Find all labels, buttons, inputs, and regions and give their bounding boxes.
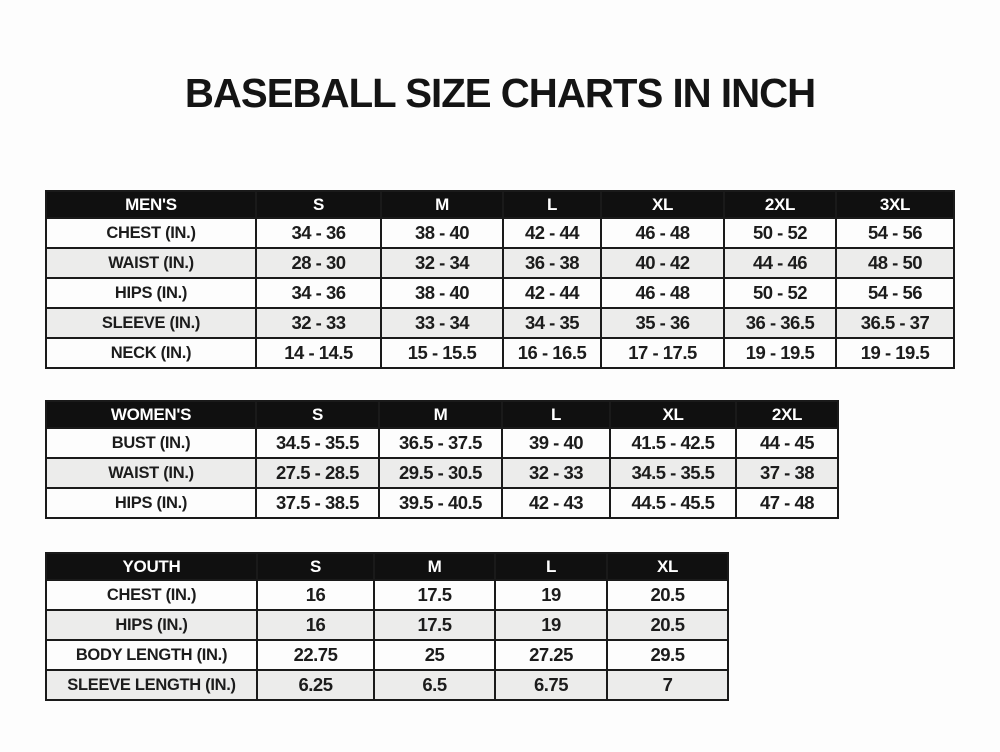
size-value-cell: 19 - 19.5 bbox=[836, 338, 954, 368]
size-value-cell: 6.75 bbox=[495, 670, 607, 700]
size-value-cell: 27.5 - 28.5 bbox=[256, 458, 379, 488]
size-value-cell: 34 - 35 bbox=[503, 308, 601, 338]
size-header-cell: M bbox=[381, 191, 503, 218]
size-value-cell: 38 - 40 bbox=[381, 278, 503, 308]
table-row bbox=[46, 610, 728, 640]
size-value-cell: 19 - 19.5 bbox=[724, 338, 836, 368]
size-value-cell: 36.5 - 37 bbox=[836, 308, 954, 338]
size-value-cell: 34.5 - 35.5 bbox=[610, 458, 736, 488]
size-value-cell: 34.5 - 35.5 bbox=[256, 428, 379, 458]
table-row bbox=[46, 640, 728, 670]
table-row bbox=[46, 218, 954, 248]
size-value-cell: 44 - 46 bbox=[724, 248, 836, 278]
size-header-cell: S bbox=[256, 401, 379, 428]
measurement-label: SLEEVE LENGTH (IN.) bbox=[46, 670, 257, 700]
size-value-cell: 50 - 52 bbox=[724, 278, 836, 308]
size-value-cell: 29.5 - 30.5 bbox=[379, 458, 502, 488]
size-header-cell: M bbox=[379, 401, 502, 428]
size-value-cell: 19 bbox=[495, 610, 607, 640]
measurement-label: WAIST (IN.) bbox=[46, 458, 256, 488]
size-value-cell: 35 - 36 bbox=[601, 308, 724, 338]
size-value-cell: 14 - 14.5 bbox=[256, 338, 381, 368]
mens-size-table bbox=[45, 190, 955, 369]
size-header-cell: 3XL bbox=[836, 191, 954, 218]
size-value-cell: 42 - 44 bbox=[503, 278, 601, 308]
size-header-cell: 2XL bbox=[724, 191, 836, 218]
size-value-cell: 22.75 bbox=[257, 640, 374, 670]
size-value-cell: 19 bbox=[495, 580, 607, 610]
size-value-cell: 54 - 56 bbox=[836, 278, 954, 308]
table-row bbox=[46, 458, 838, 488]
size-value-cell: 48 - 50 bbox=[836, 248, 954, 278]
table-row bbox=[46, 248, 954, 278]
size-value-cell: 39.5 - 40.5 bbox=[379, 488, 502, 518]
size-value-cell: 41.5 - 42.5 bbox=[610, 428, 736, 458]
measurement-label: WAIST (IN.) bbox=[46, 248, 256, 278]
size-value-cell: 20.5 bbox=[607, 580, 728, 610]
youth-table-title: YOUTH bbox=[46, 553, 257, 580]
size-value-cell: 46 - 48 bbox=[601, 278, 724, 308]
size-value-cell: 16 bbox=[257, 580, 374, 610]
measurement-label: HIPS (IN.) bbox=[46, 610, 257, 640]
size-value-cell: 17 - 17.5 bbox=[601, 338, 724, 368]
size-header-cell: M bbox=[374, 553, 495, 580]
size-value-cell: 37 - 38 bbox=[736, 458, 838, 488]
size-value-cell: 29.5 bbox=[607, 640, 728, 670]
measurement-label: HIPS (IN.) bbox=[46, 488, 256, 518]
size-value-cell: 50 - 52 bbox=[724, 218, 836, 248]
size-value-cell: 32 - 33 bbox=[256, 308, 381, 338]
size-value-cell: 34 - 36 bbox=[256, 278, 381, 308]
size-header-cell: XL bbox=[610, 401, 736, 428]
table-row bbox=[46, 488, 838, 518]
size-value-cell: 36 - 36.5 bbox=[724, 308, 836, 338]
size-value-cell: 42 - 43 bbox=[502, 488, 610, 518]
size-value-cell: 44 - 45 bbox=[736, 428, 838, 458]
table-row bbox=[46, 278, 954, 308]
size-value-cell: 42 - 44 bbox=[503, 218, 601, 248]
youth-header-row bbox=[46, 553, 728, 580]
size-value-cell: 39 - 40 bbox=[502, 428, 610, 458]
table-row bbox=[46, 338, 954, 368]
size-value-cell: 28 - 30 bbox=[256, 248, 381, 278]
size-value-cell: 15 - 15.5 bbox=[381, 338, 503, 368]
measurement-label: CHEST (IN.) bbox=[46, 218, 256, 248]
size-value-cell: 6.5 bbox=[374, 670, 495, 700]
size-value-cell: 36 - 38 bbox=[503, 248, 601, 278]
size-header-cell: L bbox=[503, 191, 601, 218]
page-title: BASEBALL SIZE CHARTS IN INCH bbox=[184, 70, 816, 116]
mens-header-row bbox=[46, 191, 954, 218]
measurement-label: NECK (IN.) bbox=[46, 338, 256, 368]
size-header-cell: XL bbox=[607, 553, 728, 580]
size-header-cell: XL bbox=[601, 191, 724, 218]
size-value-cell: 33 - 34 bbox=[381, 308, 503, 338]
size-header-cell: 2XL bbox=[736, 401, 838, 428]
youth-size-table bbox=[45, 552, 729, 701]
size-header-cell: S bbox=[257, 553, 374, 580]
measurement-label: BUST (IN.) bbox=[46, 428, 256, 458]
size-header-cell: L bbox=[495, 553, 607, 580]
table-row bbox=[46, 670, 728, 700]
size-value-cell: 40 - 42 bbox=[601, 248, 724, 278]
size-value-cell: 7 bbox=[607, 670, 728, 700]
size-value-cell: 17.5 bbox=[374, 580, 495, 610]
table-row bbox=[46, 428, 838, 458]
womens-table-title: WOMEN'S bbox=[46, 401, 256, 428]
size-value-cell: 47 - 48 bbox=[736, 488, 838, 518]
measurement-label: BODY LENGTH (IN.) bbox=[46, 640, 257, 670]
table-row bbox=[46, 580, 728, 610]
size-value-cell: 17.5 bbox=[374, 610, 495, 640]
mens-table-title: MEN'S bbox=[46, 191, 256, 218]
size-value-cell: 44.5 - 45.5 bbox=[610, 488, 736, 518]
size-value-cell: 16 - 16.5 bbox=[503, 338, 601, 368]
womens-size-table bbox=[45, 400, 839, 519]
womens-header-row bbox=[46, 401, 838, 428]
size-value-cell: 32 - 33 bbox=[502, 458, 610, 488]
size-value-cell: 20.5 bbox=[607, 610, 728, 640]
table-row bbox=[46, 308, 954, 338]
measurement-label: HIPS (IN.) bbox=[46, 278, 256, 308]
size-value-cell: 32 - 34 bbox=[381, 248, 503, 278]
size-value-cell: 37.5 - 38.5 bbox=[256, 488, 379, 518]
size-header-cell: L bbox=[502, 401, 610, 428]
size-value-cell: 27.25 bbox=[495, 640, 607, 670]
size-value-cell: 36.5 - 37.5 bbox=[379, 428, 502, 458]
measurement-label: CHEST (IN.) bbox=[46, 580, 257, 610]
size-value-cell: 34 - 36 bbox=[256, 218, 381, 248]
size-value-cell: 38 - 40 bbox=[381, 218, 503, 248]
measurement-label: SLEEVE (IN.) bbox=[46, 308, 256, 338]
size-value-cell: 46 - 48 bbox=[601, 218, 724, 248]
size-value-cell: 25 bbox=[374, 640, 495, 670]
size-header-cell: S bbox=[256, 191, 381, 218]
size-value-cell: 6.25 bbox=[257, 670, 374, 700]
size-value-cell: 16 bbox=[257, 610, 374, 640]
size-value-cell: 54 - 56 bbox=[836, 218, 954, 248]
